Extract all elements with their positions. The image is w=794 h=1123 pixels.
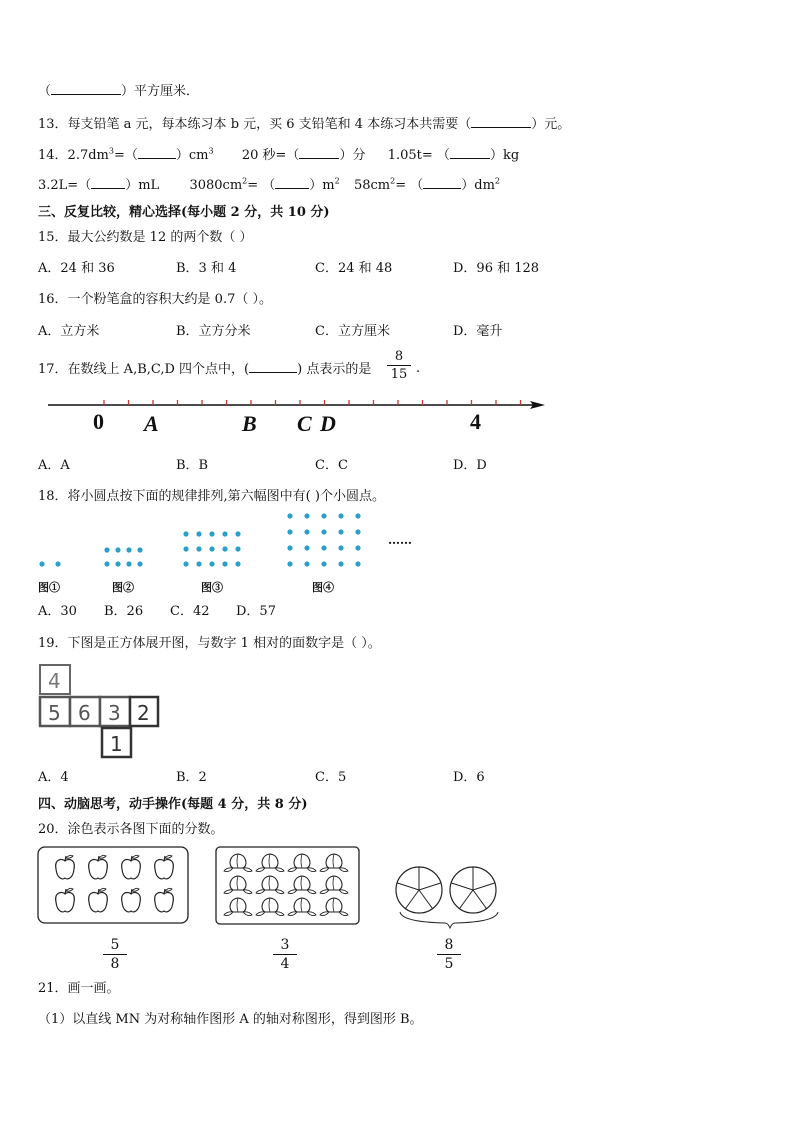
q15-text: 15．最大公约数是 12 的两个数（ ） (38, 230, 253, 245)
q17-option-d[interactable]: D．D (453, 458, 487, 473)
dot-fig-3 (209, 546, 214, 551)
dot-fig-2 (104, 547, 109, 552)
dot-fig-4 (287, 513, 292, 518)
cube-num-2: 2 (137, 701, 150, 725)
q14-a2c: ）分 (339, 148, 366, 163)
dot-fig-4 (338, 561, 343, 566)
figure-3-label: 图③ (201, 581, 223, 594)
figure-1-label: 图① (38, 581, 60, 594)
dot-fig-4 (355, 545, 360, 550)
q14-b3c-sup: 2 (494, 176, 501, 186)
dot-fig-3 (235, 531, 240, 536)
dot-fig-4 (287, 529, 292, 534)
dot-fig-2 (137, 547, 142, 552)
q17-option-c[interactable]: C．C (315, 458, 348, 473)
apple-box (36, 845, 196, 927)
q17-text: 17．在数线上 A,B,C,D 四个点中，( (38, 362, 250, 377)
dot-fig-3 (183, 546, 188, 551)
dot-fig-4 (304, 513, 309, 518)
dot-fig-3 (196, 561, 201, 566)
q14-b3b: = （ (395, 178, 424, 193)
label-0: 0 (93, 409, 104, 434)
dot-fig-1 (55, 561, 60, 566)
frac-apple-num: 5 (103, 937, 127, 955)
dot-fig-2 (115, 547, 120, 552)
frac-circle-num: 8 (437, 937, 461, 955)
q12-open: （ (38, 84, 52, 99)
pie-circles (390, 860, 510, 940)
dot-fig-3 (222, 546, 227, 551)
q19-option-a[interactable]: A．4 (38, 770, 69, 785)
q14-a3c: ）kg (489, 148, 520, 163)
q14-b2: 3080cm (189, 178, 243, 193)
q18-option-d[interactable]: D．57 (236, 604, 276, 619)
frac-apple-den: 8 (110, 956, 120, 972)
q14-line-2 (38, 177, 500, 194)
dot-fig-4 (321, 545, 326, 550)
q14-a1c: ）cm (175, 148, 209, 163)
dot-fig-4 (321, 513, 326, 518)
q13-tail: ）元。 (531, 117, 571, 132)
dot-fig-4 (287, 561, 292, 566)
dot-fig-3 (196, 531, 201, 536)
q14-a1c-sup: 3 (208, 146, 214, 156)
label-d: D (320, 411, 336, 436)
q13-answer-blank[interactable] (471, 116, 531, 128)
q16-option-c[interactable]: C．立方厘米 (315, 324, 390, 339)
q17-frac-den: 15 (390, 367, 408, 382)
q21-text: 21．画一画。 (38, 981, 120, 996)
q17-answer-blank[interactable] (249, 361, 297, 373)
q14-a3-blank[interactable] (450, 147, 490, 159)
dot-fig-2 (137, 561, 142, 566)
label-b: B (242, 411, 257, 436)
dot-fig-4 (338, 513, 343, 518)
dot-fig-2 (126, 561, 131, 566)
dot-fig-4 (321, 529, 326, 534)
cube-net (36, 662, 176, 762)
q17-option-b[interactable]: B．B (176, 458, 209, 473)
q12-tail (38, 83, 199, 100)
q14-b3-blank[interactable] (423, 177, 461, 189)
dot-fig-2 (126, 547, 131, 552)
q17-option-a[interactable]: A．A (38, 458, 70, 473)
cube-num-5: 5 (48, 701, 61, 725)
fraction-peaches (273, 937, 297, 973)
pie-circle (396, 867, 442, 913)
q17-fraction (387, 348, 411, 384)
cube-num-3: 3 (108, 701, 121, 725)
q19-text: 19．下图是正方体展开图，与数字 1 相对的面数字是（ ）。 (38, 636, 381, 651)
q15-option-b[interactable]: B．3 和 4 (176, 261, 237, 276)
fraction-circles (437, 937, 461, 973)
dot-fig-3 (183, 531, 188, 536)
cube-num-4: 4 (48, 669, 61, 693)
q16-text: 16．一个粉笔盒的容积大约是 0.7（ ）。 (38, 292, 272, 307)
q14-b2b: = （ (247, 178, 276, 193)
q20-text: 20．涂色表示各图下面的分数。 (38, 822, 224, 837)
dot-fig-2 (115, 561, 120, 566)
q12-answer-blank[interactable] (51, 83, 121, 95)
dot-fig-3 (209, 531, 214, 536)
q14-b2c-sup: 2 (334, 176, 340, 186)
q14-b3-sup: 2 (390, 176, 396, 186)
figure-2-label: 图② (112, 581, 134, 594)
q19-option-b[interactable]: B．2 (176, 770, 207, 785)
dot-ellipsis: …… (388, 533, 412, 547)
q18-option-a[interactable]: A．30 (38, 604, 77, 619)
q19-option-d[interactable]: D．6 (453, 770, 485, 785)
q17-frac-num: 8 (387, 348, 411, 366)
q18-option-c[interactable]: C．42 (170, 604, 210, 619)
q14-b2-sup: 2 (242, 176, 248, 186)
q14-a2: 20 秒=（ (241, 148, 300, 163)
frac-peach-num: 3 (273, 937, 297, 955)
q14-b1: 3.2L=（ (38, 178, 92, 193)
figure-4-label: 图④ (312, 581, 334, 594)
dot-fig-4 (304, 545, 309, 550)
dot-fig-3 (235, 546, 240, 551)
q21-sub1: （1）以直线 MN 为对称轴作图形 A 的轴对称图形，得到图形 B。 (38, 1012, 423, 1027)
brace (400, 912, 498, 928)
q14-a1-blank[interactable] (138, 147, 176, 159)
dot-fig-3 (235, 561, 240, 566)
dot-fig-4 (355, 561, 360, 566)
frac-peach-den: 4 (280, 956, 290, 972)
q18-text: 18．将小圆点按下面的规律排列,第六幅图中有( )个小圆点。 (38, 489, 385, 504)
q17-tail: ) 点表示的是 (297, 362, 372, 377)
frac-circle-den: 5 (444, 956, 454, 972)
dot-fig-3 (183, 561, 188, 566)
q14-b3c: ）dm (461, 178, 495, 193)
dot-fig-4 (304, 561, 309, 566)
dot-fig-1 (39, 561, 44, 566)
q16-option-d[interactable]: D．毫升 (453, 324, 503, 339)
q14-a2-blank[interactable] (299, 147, 339, 159)
q17-end: . (416, 361, 421, 376)
dot-fig-3 (222, 561, 227, 566)
pie-circle (450, 867, 496, 913)
dot-fig-3 (222, 531, 227, 536)
dot-fig-4 (338, 545, 343, 550)
q14-b3: 58cm (353, 178, 391, 193)
q18-option-b[interactable]: B．26 (104, 604, 144, 619)
q13-text: 13．每支铅笔 a 元，每本练习本 b 元，买 6 支铅笔和 4 本练习本共需要（ (38, 117, 472, 132)
peach-box (214, 845, 364, 929)
q14-b2c: ）m (309, 178, 335, 193)
number-line (0, 390, 794, 430)
q15-option-c[interactable]: C．24 和 48 (315, 261, 393, 276)
q12-close: ）平方厘米． (121, 84, 200, 99)
label-4: 4 (470, 409, 481, 434)
dot-fig-4 (355, 529, 360, 534)
dot-fig-4 (304, 529, 309, 534)
q15-option-a[interactable]: A．24 和 36 (38, 261, 115, 276)
section-3-heading: 三、反复比较，精心选择(每小题 2 分，共 10 分) (38, 205, 330, 220)
label-a: A (144, 411, 159, 436)
q14-a1-sup: 3 (108, 146, 114, 156)
q17-line (38, 361, 371, 378)
dot-fig-4 (321, 561, 326, 566)
q13-line (38, 116, 570, 133)
q14-a3: 1.05t= （ (387, 148, 450, 163)
q14-a1: 14．2.7dm (38, 148, 109, 163)
q14-line-1 (38, 147, 519, 164)
cube-num-1: 1 (110, 732, 123, 756)
q14-b2-blank[interactable] (275, 177, 309, 189)
q16-option-b[interactable]: B．立方分米 (176, 324, 251, 339)
label-c: C (297, 411, 312, 436)
cube-num-6: 6 (78, 701, 91, 725)
dot-fig-2 (104, 561, 109, 566)
section-4-heading: 四、动脑思考，动手操作(每题 4 分，共 8 分) (38, 797, 308, 812)
q19-option-c[interactable]: C．5 (315, 770, 347, 785)
q14-a1b: =（ (113, 148, 138, 163)
dot-fig-4 (355, 513, 360, 518)
dot-fig-3 (209, 561, 214, 566)
fraction-apples (103, 937, 127, 973)
q16-option-a[interactable]: A．立方米 (38, 324, 100, 339)
q14-b1c: ）mL (125, 178, 160, 193)
dot-fig-3 (196, 546, 201, 551)
q14-b1-blank[interactable] (91, 177, 125, 189)
q15-option-d[interactable]: D．96 和 128 (453, 261, 540, 276)
dot-fig-4 (338, 529, 343, 534)
dot-fig-4 (287, 545, 292, 550)
